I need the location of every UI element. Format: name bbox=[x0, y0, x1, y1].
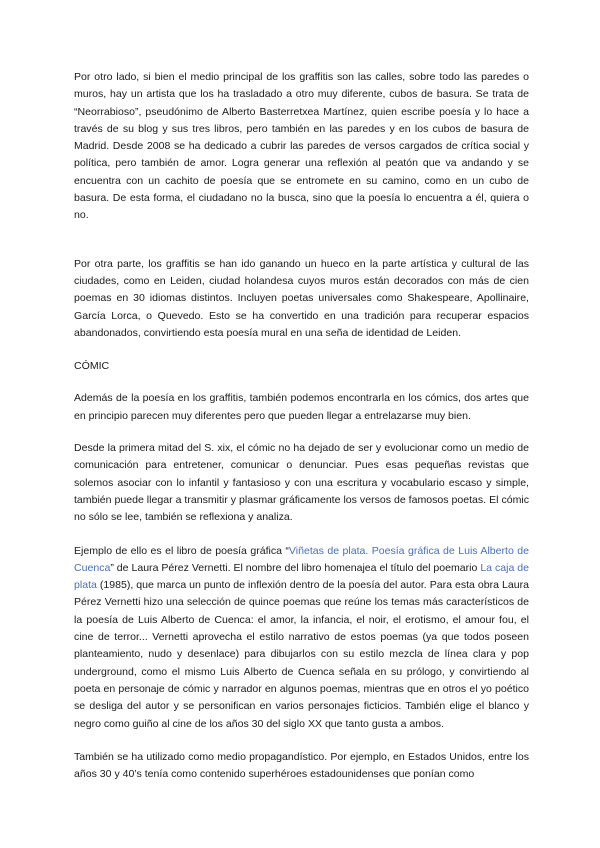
link-vinetas-de-plata[interactable]: Viñetas de plata. Poesía gráfica de Luis Alberto de Cuenca bbox=[74, 544, 529, 574]
paragraph-comic-history: Desde la primera mitad del S. xix, el cómic no ha dejado de ser y evolucionar como un medio de comunicación para entretener, comunicar o denunciar. Pues esas pequeñas revistas que solemos asociar con lo infantil y fantasioso y con una escritura y vocabulario escaso y simple, también puede llegar a transmitir y plasmar gráficamente los versos de famosos poetas. El cómic no sólo se lee, también se reflexiona y analiza. bbox=[74, 442, 529, 524]
paragraph-text: ” de Laura Pérez Vernetti. El nombre del libro homenajea el título del poemario bbox=[110, 561, 481, 574]
paragraph-text: (1985), que marca un punto de inflexión dentro de la poesía del autor. Para esta obra Laura Pérez Vernetti hizo una selección de quince poemas que reúne los temas más característicos de la poesía de Luis Alberto de Cuenca: el amor, la infancia, el noir, el erotismo, el amour fou, el cine de terror... Vernetti aprovecha el estilo narrativo de estos poemas (ya que todos poseen planteamiento, nudo y desenlace) para dibujarlos con su estilo mezcla de línea clara y pop underground, como el mismo Luis Alberto de Cuenca señala en su prólogo, y convirtiendo al poeta en personaje de cómic y narrador en algunos poemas, mientras que en otros el yo poético se desliga del autor y se personifican en varios personajes ficticios. También elige el blanco y negro como guiño al cine de los años 30 del siglo XX que tanto gusta a ambos. bbox=[74, 579, 529, 730]
paragraph-leiden: Por otra parte, los graffitis se han ido ganando un hueco en la parte artística y cultural de las ciudades, como en Leiden, ciudad holandesa cuyos muros están decorados con más de cien poemas en 30 idiomas distintos. Incluyen poetas universales como Shakespeare, Apollinaire, García Lorca, o Quevedo. Esto se ha convertido en una tradición para recuperar espacios abandonados, convirtiendo esta poesía mural en una seña de identidad de Leiden. bbox=[74, 257, 529, 339]
paragraph-propaganda: También se ha utilizado como medio propagandístico. Por ejemplo, en Estados Unidos, entre los años 30 y 40’s tenía como contenido superhéroes estadounidenses que ponían como bbox=[74, 750, 529, 781]
paragraph-vinetas-de-plata bbox=[74, 543, 529, 733]
paragraph-comic-intro: Además de la poesía en los graffitis, también podemos encontrarla en los cómics, dos artes que en principio parecen muy diferentes pero que pueden llegar a entrelazarse muy bien. bbox=[74, 392, 529, 422]
link-la-caja-de-plata[interactable]: La caja de plata bbox=[74, 561, 529, 592]
section-heading-comic: CÓMIC bbox=[74, 360, 110, 373]
paragraph-neorrabioso: Por otro lado, si bien el medio principal de los graffitis son las calles, sobre todo las paredes o muros, hay un artista que los ha trasladado a otro muy diferente, cubos de basura. Se trata de “Neorrabioso”, pseudónimo de Alberto Basterretxea Martínez, quien escribe poesía y lo hace a través de su blog y sus tres libros, pero también en las paredes y en los cubos de basura de Madrid. Desde 2008 se ha dedicado a cubrir las paredes de versos cargados de crítica social y política, pero también de amor. Logra generar una reflexión al peatón que va andando y se encuentra con un cachito de poesía que se entromete en su camino, como en un cubo de basura. De esta forma, el ciudadano no la busca, sino que la poesía lo encuentra a él, quiera o no. bbox=[74, 71, 529, 222]
paragraph-text: Ejemplo de ello es el libro de poesía gráfica “ bbox=[74, 544, 289, 557]
document-body bbox=[74, 69, 529, 783]
